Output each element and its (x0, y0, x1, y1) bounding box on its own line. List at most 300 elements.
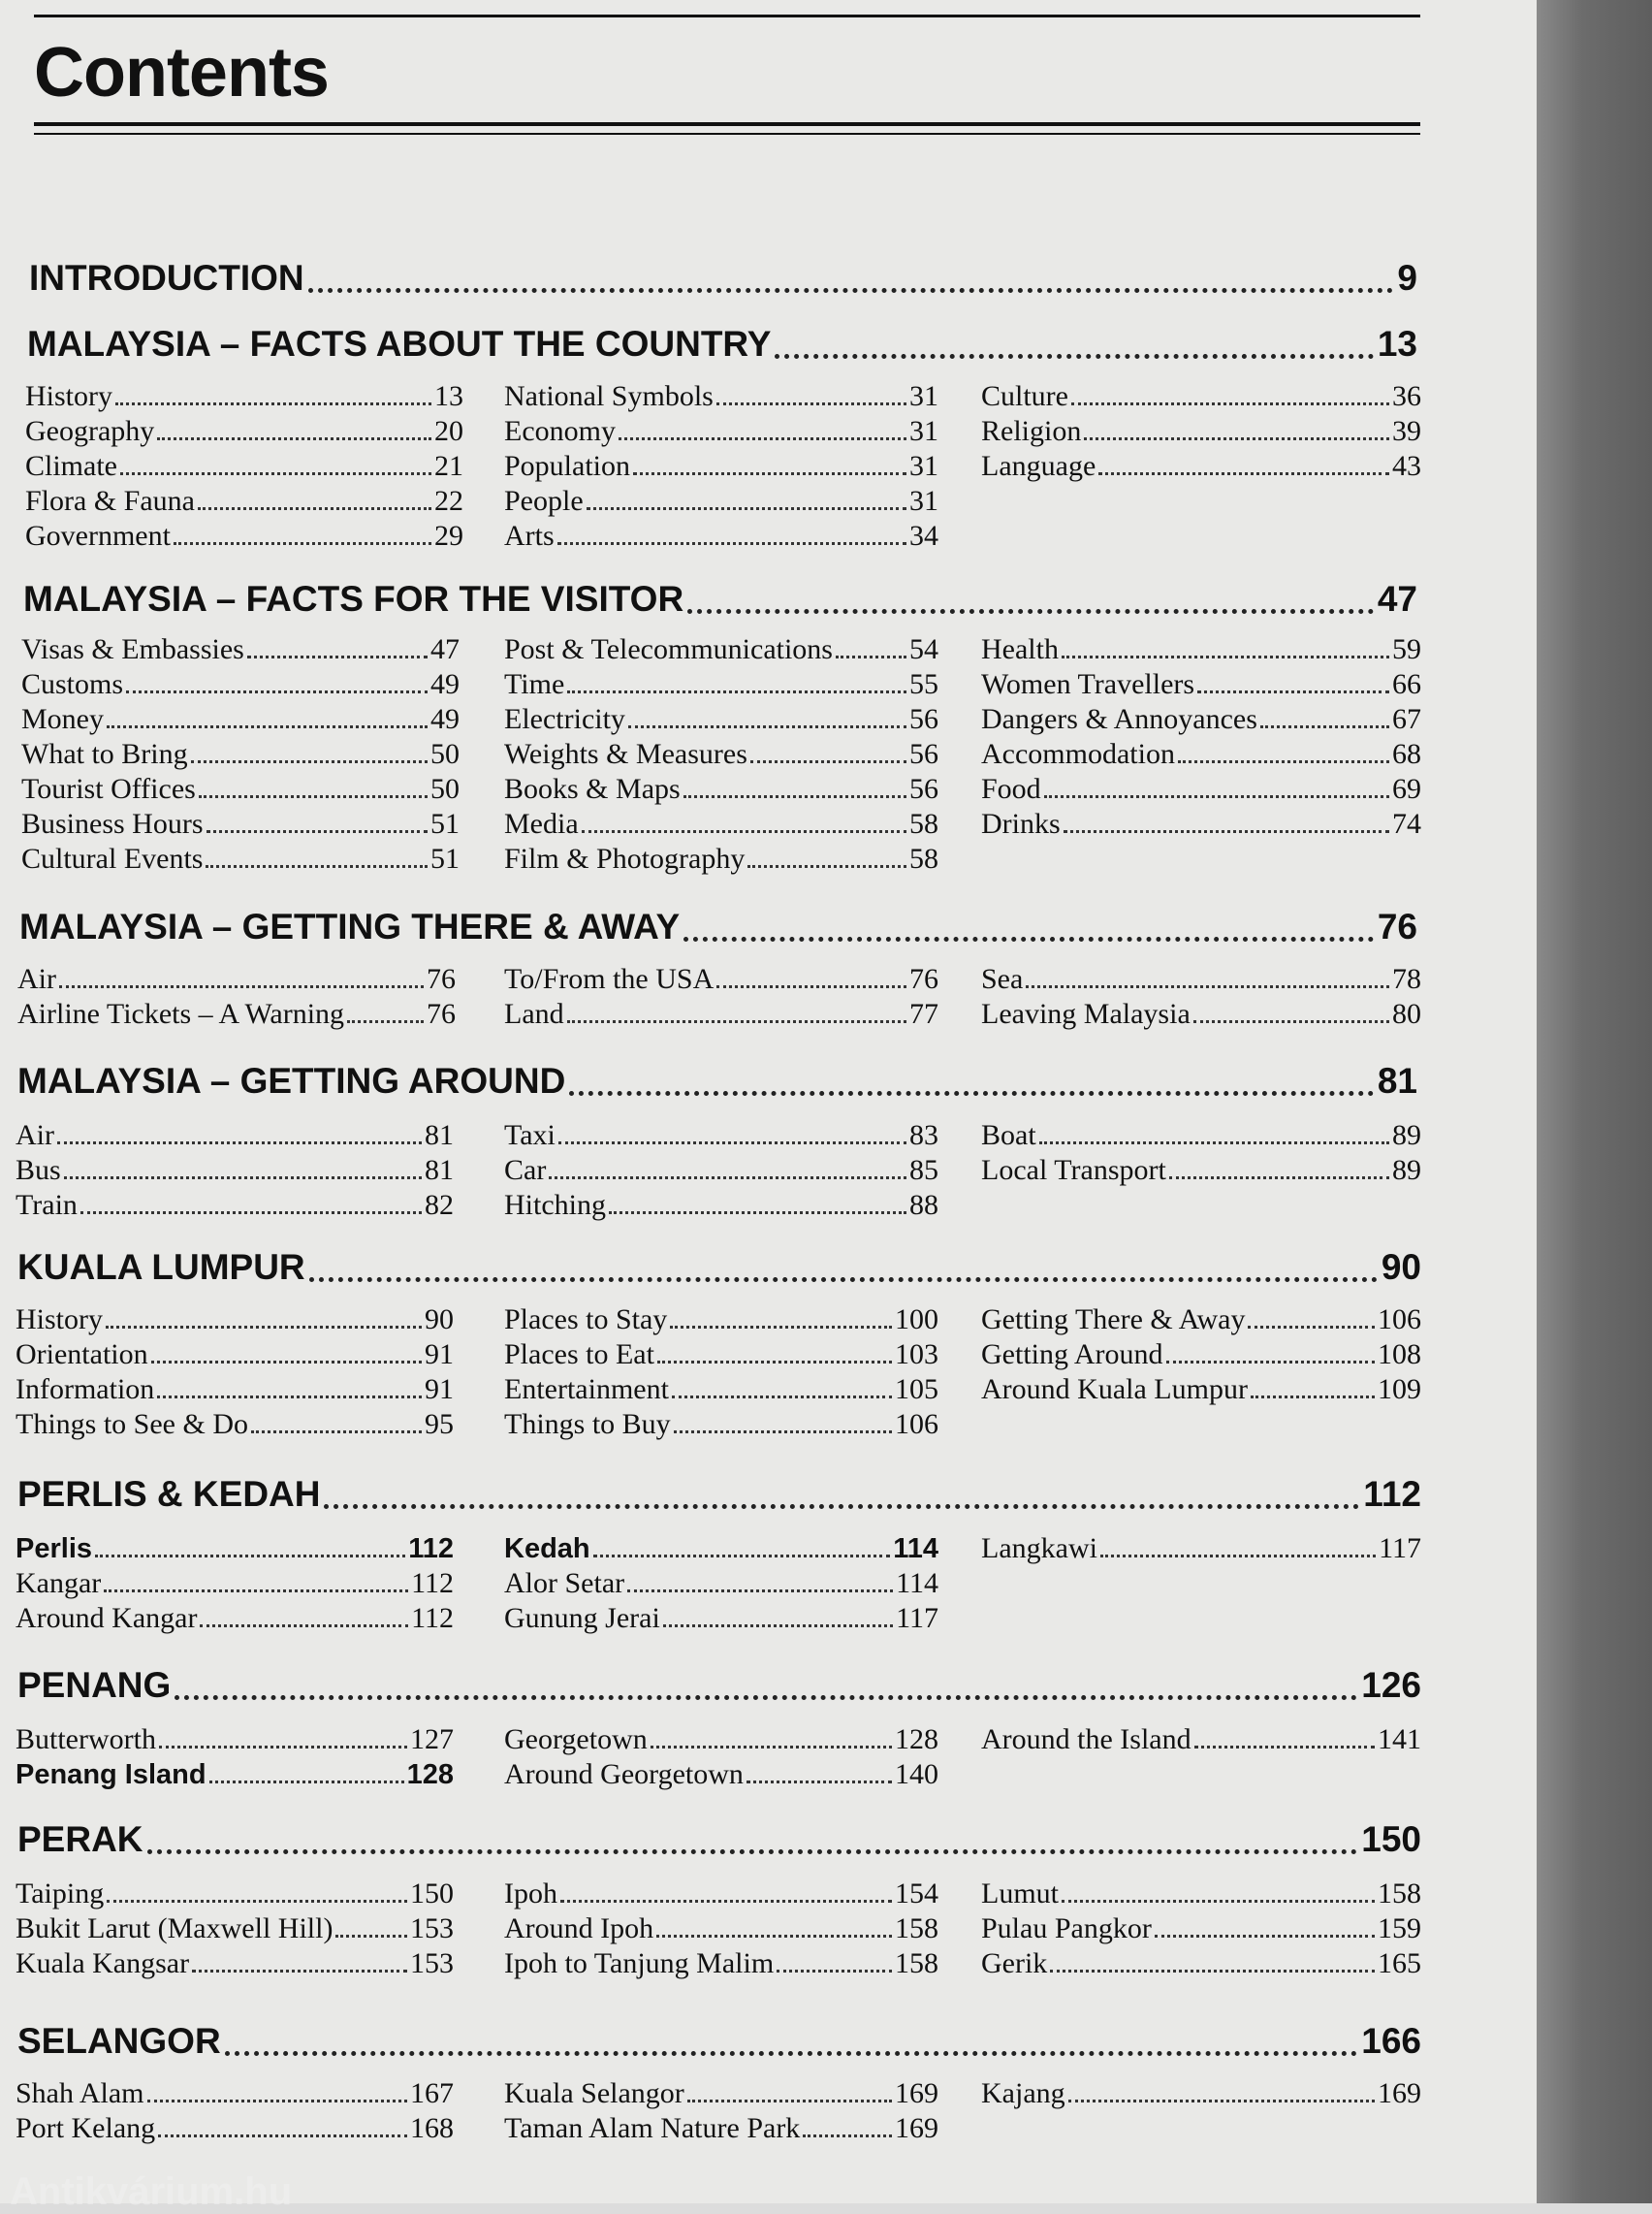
entry-label: Gerik (981, 1947, 1048, 1979)
leader-dots (1197, 690, 1389, 693)
entry-label: Kedah (504, 1533, 590, 1564)
entry-page-number: 112 (411, 1567, 454, 1599)
entry-page-number: 50 (430, 738, 460, 770)
entry-page-number: 128 (406, 1759, 454, 1790)
toc-entry (504, 448, 938, 483)
toc-entry (504, 1152, 938, 1187)
toc-entry (504, 806, 938, 841)
entry-label: Things to See & Do (16, 1408, 248, 1440)
entry-label: Getting Around (981, 1338, 1163, 1370)
leader-dots (803, 2134, 892, 2137)
section-title: PERAK (17, 1819, 143, 1859)
section-page-number: 47 (1377, 579, 1417, 619)
entry-label: Accommodation (981, 738, 1175, 770)
entry-page-number: 66 (1392, 668, 1421, 700)
entry-page-number: 31 (909, 485, 938, 517)
toc-entry (504, 2075, 938, 2110)
entry-page-number: 158 (895, 1912, 938, 1944)
entry-page-number: 141 (1378, 1723, 1421, 1755)
toc-entry (981, 771, 1421, 806)
section-page-number: 81 (1377, 1061, 1417, 1101)
leader-dots (1084, 437, 1389, 440)
entry-label: Culture (981, 380, 1068, 412)
entry-label: Alor Setar (504, 1567, 625, 1599)
leader-dots (308, 288, 1394, 293)
entry-page-number: 76 (909, 963, 938, 995)
toc-entry (981, 378, 1421, 413)
toc-entry (504, 961, 938, 996)
toc-entry (981, 1945, 1421, 1980)
section-heading (27, 320, 1417, 365)
entry-page-number: 55 (909, 668, 938, 700)
section-heading (17, 1815, 1421, 1860)
section-heading (17, 1057, 1417, 1102)
title-rule-thick (34, 122, 1420, 126)
entry-label: Bus (16, 1154, 61, 1186)
entry-page-number: 117 (1379, 1532, 1421, 1564)
leader-dots (1064, 830, 1389, 833)
toc-entry (504, 1945, 938, 1980)
entry-label: Health (981, 633, 1059, 665)
leader-dots (633, 472, 906, 475)
toc-entry (981, 701, 1421, 736)
leader-dots (324, 1504, 1359, 1509)
leader-dots (1039, 1141, 1389, 1144)
entry-label: Customs (21, 668, 124, 700)
leader-dots (657, 1361, 892, 1364)
entry-page-number: 31 (909, 415, 938, 447)
toc-column (981, 1530, 1421, 1565)
toc-column (16, 2075, 454, 2145)
leader-dots (206, 865, 428, 868)
entry-page-number: 80 (1392, 998, 1421, 1030)
entry-page-number: 169 (895, 2112, 938, 2144)
entry-page-number: 50 (430, 773, 460, 805)
leader-dots (747, 865, 906, 868)
leader-dots (750, 760, 906, 763)
entry-label: Flora & Fauna (25, 485, 195, 517)
entry-label: Langkawi (981, 1532, 1097, 1564)
entry-page-number: 81 (425, 1119, 454, 1151)
section-title: SELANGOR (17, 2021, 221, 2061)
section-title: KUALA LUMPUR (17, 1247, 305, 1287)
leader-dots (549, 1176, 906, 1179)
entry-label: Food (981, 773, 1041, 805)
entry-page-number: 108 (1378, 1338, 1421, 1370)
entry-label: Weights & Measures (504, 738, 747, 770)
section-heading (17, 1661, 1421, 1706)
entry-label: Places to Eat (504, 1338, 654, 1370)
entry-label: Money (21, 703, 104, 735)
entry-label: Cultural Events (21, 843, 204, 875)
entry-label: Dangers & Annoyances (981, 703, 1257, 735)
toc-entry (504, 1530, 938, 1565)
toc-column (504, 1530, 938, 1635)
section-page-number: 13 (1377, 324, 1417, 364)
entry-page-number: 91 (425, 1373, 454, 1405)
entry-page-number: 74 (1392, 808, 1421, 840)
entry-page-number: 68 (1392, 738, 1421, 770)
entry-label: People (504, 485, 584, 517)
toc-column (981, 2075, 1421, 2110)
leader-dots (628, 725, 906, 728)
toc-column (504, 2075, 938, 2145)
entry-page-number: 158 (895, 1947, 938, 1979)
section-page-number: 126 (1361, 1665, 1421, 1705)
entry-page-number: 85 (909, 1154, 938, 1186)
toc-column (21, 631, 460, 876)
leader-dots (59, 985, 424, 988)
entry-label: Kuala Selangor (504, 2077, 684, 2109)
toc-entry (504, 631, 938, 666)
top-rule (34, 15, 1420, 17)
leader-dots (225, 2051, 1358, 2056)
entry-page-number: 88 (909, 1189, 938, 1221)
leader-dots (716, 402, 906, 405)
entry-label: Leaving Malaysia (981, 998, 1191, 1030)
toc-entry (16, 1910, 454, 1945)
entry-label: Population (504, 450, 631, 482)
toc-entry (504, 1187, 938, 1222)
entry-label: Electricity (504, 703, 625, 735)
entry-label: Taman Alam Nature Park (504, 2112, 801, 2144)
toc-entry (16, 2075, 454, 2110)
entry-page-number: 117 (896, 1602, 938, 1634)
leader-dots (1062, 656, 1389, 658)
toc-entry (16, 1336, 454, 1371)
leader-dots (174, 542, 431, 545)
toc-column (504, 1876, 938, 1980)
toc-entry (504, 996, 938, 1031)
toc-entry (981, 806, 1421, 841)
entry-page-number: 154 (895, 1877, 938, 1909)
leader-dots (147, 2100, 408, 2102)
entry-page-number: 76 (427, 998, 456, 1030)
leader-dots (247, 656, 428, 658)
toc-entry (981, 448, 1421, 483)
entry-page-number: 114 (893, 1533, 938, 1564)
entry-page-number: 106 (895, 1408, 938, 1440)
entry-page-number: 43 (1392, 450, 1421, 482)
entry-page-number: 31 (909, 450, 938, 482)
entry-page-number: 56 (909, 738, 938, 770)
section-heading (23, 575, 1417, 620)
entry-label: Bukit Larut (Maxwell Hill) (16, 1912, 334, 1944)
leader-dots (1194, 1746, 1375, 1749)
entry-page-number: 168 (410, 2112, 454, 2144)
entry-label: Port Kelang (16, 2112, 156, 2144)
section-page-number: 112 (1363, 1474, 1421, 1514)
entry-page-number: 89 (1392, 1154, 1421, 1186)
entry-page-number: 169 (895, 2077, 938, 2109)
entry-page-number: 81 (425, 1154, 454, 1186)
toc-entry (504, 771, 938, 806)
toc-column (981, 1721, 1421, 1756)
entry-page-number: 49 (430, 703, 460, 735)
leader-dots (107, 725, 428, 728)
toc-column (981, 961, 1421, 1031)
entry-page-number: 29 (434, 520, 463, 552)
toc-entry (16, 1945, 454, 1980)
leader-dots (251, 1430, 422, 1433)
entry-page-number: 95 (425, 1408, 454, 1440)
entry-page-number: 165 (1378, 1947, 1421, 1979)
entry-label: Around Georgetown (504, 1758, 744, 1790)
leader-dots (1193, 1020, 1389, 1023)
section-page-number: 9 (1397, 258, 1417, 298)
toc-entry (504, 2110, 938, 2145)
leader-dots (157, 1396, 422, 1398)
toc-entry (25, 483, 463, 518)
leader-dots (1260, 725, 1389, 728)
section-heading (29, 254, 1417, 299)
leader-dots (674, 1430, 892, 1433)
entry-label: Shah Alam (16, 2077, 144, 2109)
section-page-number: 150 (1361, 1819, 1421, 1859)
entry-page-number: 153 (410, 1912, 454, 1944)
leader-dots (1050, 1970, 1375, 1973)
entry-page-number: 58 (909, 843, 938, 875)
toc-entry (16, 1406, 454, 1441)
toc-entry (504, 666, 938, 701)
leader-dots (663, 1624, 893, 1627)
toc-column (981, 1876, 1421, 1980)
toc-entry (981, 666, 1421, 701)
entry-label: Lumut (981, 1877, 1059, 1909)
section-title: INTRODUCTION (29, 258, 304, 298)
entry-label: Penang Island (16, 1759, 206, 1790)
toc-entry (16, 1565, 454, 1600)
section-heading (17, 2017, 1421, 2062)
leader-dots (1068, 2100, 1375, 2102)
leader-dots (557, 542, 906, 545)
toc-column (504, 1721, 938, 1791)
toc-entry (16, 1187, 454, 1222)
entry-label: Ipoh (504, 1877, 557, 1909)
toc-entry (17, 961, 456, 996)
leader-dots (619, 437, 906, 440)
entry-label: Visas & Embassies (21, 633, 244, 665)
toc-column (16, 1301, 454, 1441)
entry-label: What to Bring (21, 738, 188, 770)
entry-page-number: 31 (909, 380, 938, 412)
entry-label: Pulau Pangkor (981, 1912, 1152, 1944)
toc-entry (16, 1721, 454, 1756)
leader-dots (1248, 1326, 1375, 1329)
toc-entry (981, 1910, 1421, 1945)
toc-entry (25, 518, 463, 553)
toc-entry (16, 1301, 454, 1336)
entry-label: Local Transport (981, 1154, 1166, 1186)
toc-entry (16, 1117, 454, 1152)
leader-dots (651, 1746, 892, 1749)
leader-dots (683, 937, 1374, 942)
leader-dots (716, 985, 906, 988)
title-rule-thin (34, 133, 1420, 135)
leader-dots (560, 1900, 892, 1903)
entry-label: Women Travellers (981, 668, 1195, 700)
toc-entry (981, 1530, 1421, 1565)
toc-column (16, 1876, 454, 1980)
entry-page-number: 100 (895, 1303, 938, 1335)
leader-dots (206, 830, 428, 833)
leader-dots (1026, 985, 1389, 988)
entry-label: Things to Buy (504, 1408, 671, 1440)
toc-entry (504, 378, 938, 413)
leader-dots (777, 1970, 892, 1973)
entry-label: Books & Maps (504, 773, 681, 805)
entry-label: Climate (25, 450, 117, 482)
toc-column (16, 1721, 454, 1791)
entry-page-number: 22 (434, 485, 463, 517)
leader-dots (1098, 472, 1389, 475)
toc-entry (21, 841, 460, 876)
entry-label: Business Hours (21, 808, 204, 840)
toc-column (17, 961, 456, 1031)
entry-label: Orientation (16, 1338, 148, 1370)
page-title: Contents (34, 34, 329, 112)
toc-entry (981, 736, 1421, 771)
toc-entry (504, 841, 938, 876)
entry-label: Post & Telecommunications (504, 633, 833, 665)
leader-dots (687, 2100, 892, 2102)
entry-page-number: 89 (1392, 1119, 1421, 1151)
entry-label: Around the Island (981, 1723, 1191, 1755)
leader-dots (175, 1695, 1357, 1700)
entry-label: Air (16, 1119, 54, 1151)
toc-entry (981, 1117, 1421, 1152)
entry-label: Religion (981, 415, 1082, 447)
leader-dots (747, 1781, 892, 1783)
entry-label: Taxi (504, 1119, 556, 1151)
entry-page-number: 91 (425, 1338, 454, 1370)
page-edge-shadow (1537, 0, 1652, 2203)
entry-label: Air (17, 963, 56, 995)
toc-entry (981, 961, 1421, 996)
entry-page-number: 39 (1392, 415, 1421, 447)
leader-dots (1166, 1361, 1376, 1364)
toc-entry (981, 1876, 1421, 1910)
toc-entry (16, 1600, 454, 1635)
entry-label: Information (16, 1373, 155, 1405)
entry-label: National Symbols (504, 380, 714, 412)
leader-dots (1155, 1935, 1375, 1938)
entry-label: Butterworth (16, 1723, 156, 1755)
entry-label: Drinks (981, 808, 1061, 840)
entry-label: History (25, 380, 112, 412)
section-title: MALAYSIA – GETTING THERE & AWAY (19, 907, 681, 947)
toc-entry (504, 1721, 938, 1756)
leader-dots (836, 656, 906, 658)
toc-entry (16, 1152, 454, 1187)
entry-page-number: 105 (895, 1373, 938, 1405)
entry-page-number: 158 (1378, 1877, 1421, 1909)
toc-entry (504, 1301, 938, 1336)
entry-page-number: 150 (410, 1877, 454, 1909)
entry-label: Car (504, 1154, 547, 1186)
entry-label: Land (504, 998, 564, 1030)
toc-entry (981, 1336, 1421, 1371)
toc-column (981, 1117, 1421, 1187)
leader-dots (191, 760, 428, 763)
entry-label: Boat (981, 1119, 1036, 1151)
entry-page-number: 67 (1392, 703, 1421, 735)
toc-entry (981, 631, 1421, 666)
toc-entry (16, 1371, 454, 1406)
toc-column (504, 961, 938, 1031)
leader-dots (567, 1020, 906, 1023)
leader-dots (198, 507, 431, 510)
entry-page-number: 56 (909, 703, 938, 735)
leader-dots (687, 609, 1374, 614)
toc-entry (504, 1600, 938, 1635)
toc-column (16, 1530, 454, 1635)
toc-entry (21, 701, 460, 736)
leader-dots (567, 690, 906, 693)
leader-dots (1178, 760, 1389, 763)
toc-entry (25, 413, 463, 448)
leader-dots (347, 1020, 424, 1023)
entry-page-number: 78 (1392, 963, 1421, 995)
leader-dots (199, 795, 428, 798)
entry-page-number: 90 (425, 1303, 454, 1335)
entry-label: Gunung Jerai (504, 1602, 660, 1634)
toc-entry (981, 1301, 1421, 1336)
entry-label: Kajang (981, 2077, 1065, 2109)
section-title: PENANG (17, 1665, 172, 1705)
section-page-number: 166 (1361, 2021, 1421, 2061)
entry-label: Around Ipoh (504, 1912, 654, 1944)
section-heading (19, 903, 1417, 947)
entry-page-number: 54 (909, 633, 938, 665)
entry-label: Entertainment (504, 1373, 669, 1405)
entry-page-number: 83 (909, 1119, 938, 1151)
leader-dots (1251, 1396, 1375, 1398)
toc-entry (504, 1565, 938, 1600)
entry-page-number: 153 (410, 1947, 454, 1979)
toc-entry (981, 1371, 1421, 1406)
entry-page-number: 76 (427, 963, 456, 995)
toc-entry (504, 1756, 938, 1791)
entry-page-number: 82 (425, 1189, 454, 1221)
entry-page-number: 69 (1392, 773, 1421, 805)
entry-page-number: 112 (411, 1602, 454, 1634)
section-title: MALAYSIA – FACTS ABOUT THE COUNTRY (27, 324, 772, 364)
leader-dots (126, 690, 428, 693)
leader-dots (670, 1326, 892, 1329)
entry-page-number: 13 (434, 380, 463, 412)
leader-dots (672, 1396, 892, 1398)
entry-label: Government (25, 520, 171, 552)
entry-page-number: 56 (909, 773, 938, 805)
entry-label: Economy (504, 415, 616, 447)
entry-label: Language (981, 450, 1096, 482)
toc-entry (504, 413, 938, 448)
toc-column (25, 378, 463, 553)
leader-dots (57, 1141, 422, 1144)
leader-dots (157, 437, 431, 440)
entry-page-number: 59 (1392, 633, 1421, 665)
toc-column (16, 1117, 454, 1222)
entry-page-number: 159 (1378, 1912, 1421, 1944)
entry-page-number: 127 (410, 1723, 454, 1755)
watermark: Antikvárium.hu (10, 2170, 293, 2213)
leader-dots (1100, 1555, 1376, 1557)
leader-dots (151, 1361, 422, 1364)
leader-dots (775, 354, 1373, 359)
section-title: MALAYSIA – GETTING AROUND (17, 1061, 566, 1101)
leader-dots (335, 1935, 407, 1938)
